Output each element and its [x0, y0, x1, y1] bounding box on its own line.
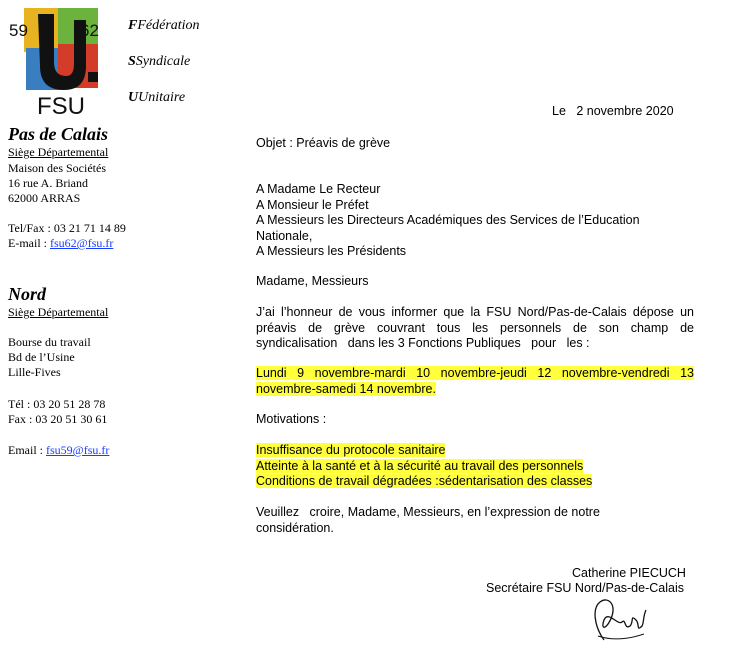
strike-dates — [256, 366, 694, 397]
signatory-name: Catherine PIECUCH — [572, 566, 686, 580]
recipient-line: A Monsieur le Préfet — [256, 197, 369, 212]
section-title-nord: Nord — [8, 284, 47, 304]
federation-name — [128, 8, 200, 105]
email-label: E-mail : — [8, 236, 50, 250]
closing-paragraph: Veuillez croire, Madame, Messieurs, en l’expression de notre considération. — [256, 505, 604, 535]
email-line — [8, 443, 109, 458]
recipient-line: A Messieurs les Présidents — [256, 244, 407, 258]
logo-number-left: 59 — [9, 21, 28, 40]
signature-graphic — [586, 596, 656, 646]
seat-label: Siège Départemental — [8, 305, 109, 319]
seat-label: Siège Départemental — [8, 145, 109, 159]
federation-line: UUnitaire — [128, 90, 186, 105]
motivation-item: Atteinte à la santé et à la sécurité au travail des personnels — [256, 458, 584, 473]
strike-dates-text: Lundi 9 novembre-mardi 10 novembre-jeudi 12 novembre-vendredi 13 novembre-samedi 14 novembre. — [256, 366, 694, 396]
recipients-block — [256, 182, 686, 260]
letter-subject: Objet : Préavis de grève — [256, 136, 391, 150]
fax-line: Fax : 03 20 51 30 61 — [8, 412, 108, 426]
logo-graphic — [8, 6, 108, 118]
signatory-title: Secrétaire FSU Nord/Pas-de-Calais — [486, 581, 684, 595]
section-title-pas-de-calais: Pas de Calais — [8, 124, 109, 144]
address-line: Bd de l’Usine — [8, 350, 75, 364]
email-label: Email : — [8, 443, 46, 457]
tel-fax: Tel/Fax : 03 21 71 14 89 — [8, 221, 126, 235]
letter-date: Le 2 novembre 2020 — [552, 104, 674, 118]
tel-line: Tél : 03 20 51 28 78 — [8, 397, 106, 411]
address-line: Maison des Sociétés — [8, 161, 106, 175]
intro-paragraph: J’ai l’honneur de vous informer que la FSU Nord/Pas-de-Calais dépose un préavis de grève couvrant tous les personnels de son champ de syndicalisation dans les 3 Fonctions Publiques pour les : — [256, 305, 698, 350]
email-link-fsu62[interactable]: fsu62@fsu.fr — [50, 236, 114, 250]
federation-line: FFédération — [128, 18, 200, 33]
recipient-line: A Messieurs les Directeurs Académiques des Services de l’Education Nationale, — [256, 213, 640, 243]
motivations-label: Motivations : — [256, 412, 327, 426]
address-line: 16 rue A. Briand — [8, 176, 88, 190]
address-line: Bourse du travail — [8, 335, 91, 349]
logo-acronym: FSU — [37, 93, 85, 120]
fsu-logo — [8, 6, 108, 118]
email-link-fsu59[interactable]: fsu59@fsu.fr — [46, 443, 110, 457]
recipient-line: A Madame Le Recteur — [256, 182, 381, 196]
signature — [586, 596, 656, 646]
motivation-item: Insuffisance du protocole sanitaire — [256, 443, 446, 457]
salutation: Madame, Messieurs — [256, 274, 369, 288]
logo-number-right: 62 — [80, 21, 99, 40]
address-line: Lille-Fives — [8, 365, 61, 379]
address-line: 62000 ARRAS — [8, 191, 81, 205]
motivations-list — [256, 443, 592, 490]
motivation-item: Conditions de travail dégradées :sédentarisation des classes — [256, 474, 593, 488]
email-line — [8, 236, 113, 251]
federation-line: SSyndicale — [128, 54, 191, 69]
